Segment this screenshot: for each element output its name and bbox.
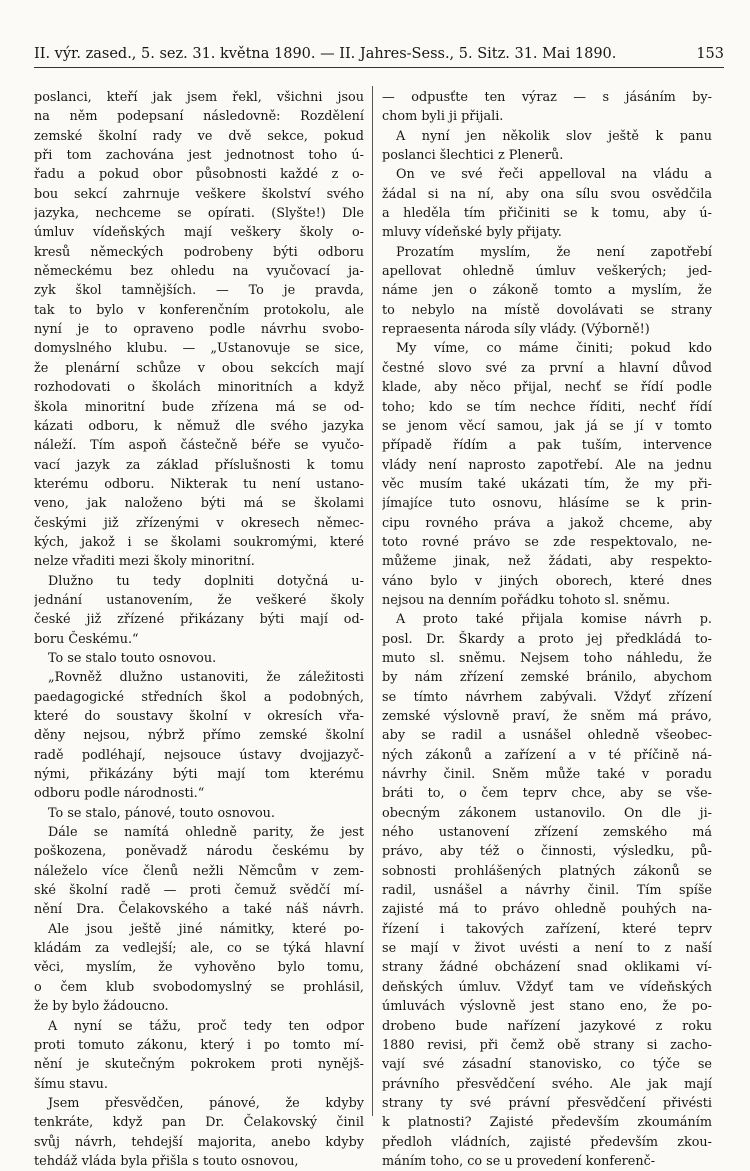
text-line: poslanci, kteří jak jsem řekl, všichni jsou [34,90,364,105]
text-line: máním toho, co se u provedení konferenč- [382,1153,656,1169]
text-line: náleželo více členů nežli Němcům v zem- [34,863,364,879]
text-line: Ale jsou ještě jiné námitky, které po- [48,921,364,937]
text-line: — odpusťte ten výraz — s jásáním by- [382,90,712,105]
text-line: náme jen o zákoně tomto a myslím, že [382,283,712,299]
text-line: radě podléhají, nejsouce ústavy dvojjazyč- [34,747,364,763]
text-line: kázati odboru, k němuž dle svého jazyka [34,418,364,434]
text-line: řízení i takových zařízení, které teprv [382,921,712,937]
text-line: se jenom věcí samou, jak já se jí v tomto [382,418,712,434]
text-line: věci, myslím, že vyhověno bylo tomu, [34,960,364,976]
text-line: On ve své řeči appelloval na vládu a [396,167,712,183]
text-line: a hleděla tím přičiniti se k tomu, aby ú- [382,206,712,222]
text-line: proti tomuto zákonu, který i po tomto mí- [34,1037,364,1053]
text-line: odboru podle národnosti.“ [34,786,205,802]
text-line: jímajíce tuto osnovu, hlásíme se k prin- [382,496,712,512]
text-line: děny nejsou, nýbrž přímo zemské školní [34,728,364,744]
text-line: k platnosti? Zajisté především zkoumáním [382,1115,712,1131]
text-line: mluvy vídeňské byly přijaty. [382,225,562,241]
text-line: se mají v život uvésti a není to z naší [382,941,712,957]
text-line: čestné slovo své za první a hlavní důvod [382,360,712,376]
running-header-title: II. výr. zased., 5. sez. 31. května 1890. — II. Jahres-Sess., 5. Sitz. 31. Mai 1890. [34,46,617,62]
text-line: ných zákonů a zařízení a v té příčině ná- [382,747,712,763]
text-line: rozhodovati o školách minoritních a když [34,380,364,396]
header-rule [34,67,724,68]
text-line: nelze vřaditi mezi školy minoritní. [34,554,255,570]
text-line: žádal si na ní, aby ona sílu svou osvědčila [382,186,712,202]
text-line: úmluv vídeňských mají veškery školy o- [34,225,364,241]
text-line: nými, přikázány býti mají tom kterému [34,767,364,783]
text-line: na něm podepsaní následovně: Rozdělení [34,109,364,125]
text-line: českými již zřízenými v okresech němec- [34,515,364,531]
text-line: A nyní se tážu, proč tedy ten odpor [48,1018,364,1034]
text-line: apellovat ohledně úmluv veškerých; jed- [382,264,712,280]
right-column [382,88,712,1171]
text-line: toho; kdo se tím nechce říditi, nechť řídí [382,399,712,415]
text-line: vají své zásadní stanovisko, co týče se [382,1057,712,1073]
column-divider [372,86,373,1116]
text-line: kresů německých podrobeny býti odboru [34,244,364,260]
text-line: kterému odboru. Nikterak tu není ustano- [34,476,364,492]
text-line: repraesenta národa síly vlády. (Výborně!) [382,322,650,338]
text-line: Prozatím myslím, že není zapotřebí [396,244,712,260]
text-line: že plenární schůze v obou sekcích mají [34,360,364,376]
text-line: české již zřízené přikázany býti mají od- [34,612,364,628]
text-line: se tímto návrhem zabývali. Vždyť zřízení [382,689,712,705]
text-line: sobnosti prohlášených platných zákonů se [382,863,712,879]
text-line: bráti to, o čem teprv chce, aby se vše- [382,786,712,802]
text-line: klade, aby něco přijal, nechť se řídí podle [382,380,712,396]
text-line: kládám za vedlejší; ale, co se týká hlavní [34,941,364,957]
text-line: A nyní jen několik slov ještě k panu [396,128,712,144]
page-number: 153 [696,46,724,62]
text-line: vací jazyk za základ příslušnosti k tomu [34,457,364,473]
text-line: To se stalo touto osnovou. [48,650,217,666]
text-line: jazyka, nechceme se opírati. (Slyšte!) Dle [34,206,364,222]
text-line: úmluvách výslovně jest stano eno, že po- [382,999,712,1015]
text-line: toto rovné právo se zde respektovalo, ne- [382,534,712,550]
text-line: ného ustanovení zřízení zemského má [382,825,712,841]
text-line: poslanci šlechtici z Plenerů. [382,148,564,164]
text-line: bou sekcí zahrnuje veškere školství svého [34,186,364,202]
text-line: návrhy činil. Sněm může také v poradu [382,767,712,783]
text-line: nejsou na denním pořádku tohoto sl. sněmu. [382,592,671,608]
text-line: by nám zřízení zemské bránilo, abychom [382,670,712,686]
text-line: kých, jakož i se školami soukromými, které [34,534,364,550]
text-line: šímu stavu. [34,1076,108,1092]
text-line: ské školní radě — proti čemuž svědčí mí- [34,883,364,899]
text-line: jednání ustanovením, že veškeré školy [34,592,364,608]
text-line: To se stalo, pánové, touto osnovou. [48,805,275,821]
text-line: o čem klub svobodomyslný se prohlásil, [34,979,364,995]
text-line: strany žádné obcházení snad oklikami ví- [382,960,712,976]
text-line: které do soustavy školní v okresích vřa- [34,709,364,724]
text-line: zemské školní rady ve dvě sekce, pokud [34,128,364,144]
text-line: aby se radil a usnášel ohledně všeobec- [382,728,712,744]
text-line: muto sl. sněmu. Nejsem toho náhledu, že [382,650,712,666]
text-line: Dále se namítá ohledně parity, že jest [48,825,364,841]
text-line: Jsem přesvědčen, pánové, že kdyby [48,1095,364,1111]
text-line: můžeme jinak, než žádati, aby respekto- [382,554,712,570]
text-line: že by bylo žádoucno. [34,999,169,1015]
text-line: chom byli ji přijali. [382,109,504,125]
running-header [34,44,724,64]
text-line: zyk škol tamnějších. — To je pravda, [34,283,364,299]
text-line: nění Dra. Čelakovského a také náš návrh. [34,902,364,918]
text-line: právo, aby též o činnosti, výsledku, pů- [382,844,712,860]
text-line: zemské výslovně praví, že sněm má právo, [382,709,712,724]
text-line: při tom zachována jest jednotnost toho ú- [34,148,364,164]
text-line: náleží. Tím aspoň částečně béře se vyučo- [34,438,364,454]
text-line: deňských úmluv. Vždyť tam ve vídeňských [382,979,712,995]
text-line: zajisté má to právo ohledně pouhých na- [382,902,712,918]
text-line: to nebylo na místě dovolávati se strany [382,302,712,318]
text-line: cipu rovného práva a jakož chceme, aby [382,515,712,531]
left-column [34,88,364,1171]
text-line: A proto také přijala komise návrh p. [396,612,712,628]
text-line: právního přesvědčení svého. Ale jak mají [382,1076,712,1092]
text-line: Dlužno tu tedy doplniti dotyčná u- [48,573,364,589]
text-line: věc musím také ukázati tím, že my při- [382,476,712,492]
text-line: vlády není naprosto zapotřebí. Ale na jednu [382,457,712,473]
text-line: předloh vládních, zajisté především zkou- [382,1134,712,1150]
text-line: škola minoritní bude zřízena má se od- [34,399,364,415]
text-line: poškozena, poněvadž národu českému by [34,844,364,860]
text-line: domyslného klubu. — „Ustanovuje se sice, [34,341,364,357]
text-line: posl. Dr. Škardy a proto jej předkládá to- [382,631,712,647]
text-line: tehdáž vláda byla přišla s touto osnovou, [34,1153,299,1169]
text-line: radil, usnášel a návrhy činil. Tím spíše [382,883,712,899]
text-line: případě řídím a pak tuším, intervence [382,438,712,454]
text-line: tak to bylo v konferenčním protokolu, ale [34,302,364,318]
text-line: německému bez ohledu na vyučovací ja- [34,264,364,280]
text-line: drobeno bude nařízení jazykové z roku [382,1018,712,1034]
text-line: „Rovněž dlužno ustanoviti, že záležitosti [48,670,364,686]
text-line: obecným zákonem ustanovilo. On dle ji- [382,805,712,821]
text-line: nyní je to opraveno podle návrhu svobo- [34,322,364,338]
text-line: strany ty své právní přesvědčení přivésti [382,1095,712,1111]
text-line: paedagogické středních škol a podobných, [34,689,364,705]
text-line: váno bylo v jiných oborech, které dnes [382,573,712,589]
text-line: nění je skutečným pokrokem proti nynějš- [34,1057,364,1073]
text-line: veno, jak naloženo býti má se školami [34,496,364,512]
text-line: svůj návrh, tehdejší majorita, anebo kdyby [34,1134,364,1150]
text-line: boru Českému.“ [34,631,139,647]
text-line: tenkráte, když pan Dr. Čelakovský činil [34,1115,364,1131]
text-line: řadu a pokud obor působnosti každé z o- [34,167,364,183]
text-line: 1880 revisi, při čemž obě strany si zacho- [382,1037,712,1053]
text-line: My víme, co máme činiti; pokud kdo [396,341,712,357]
